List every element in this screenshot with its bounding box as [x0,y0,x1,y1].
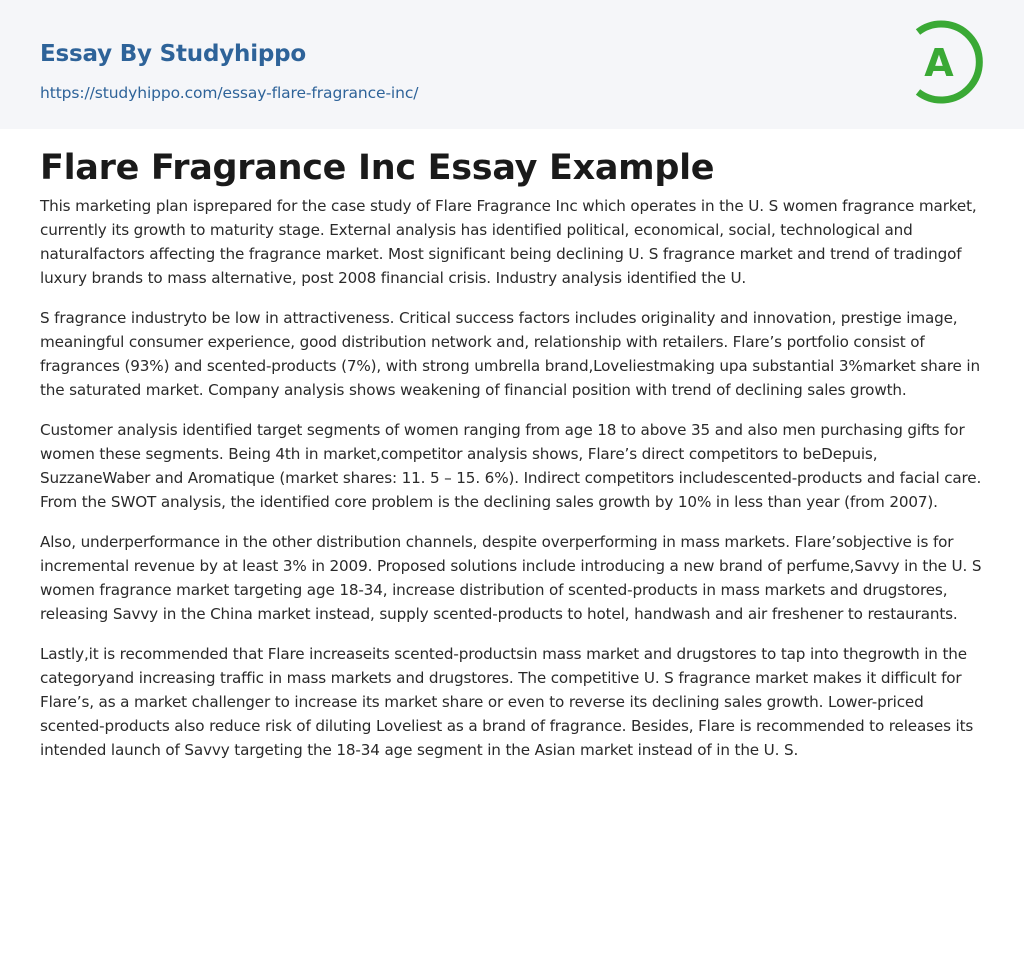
studyhippo-logo[interactable] [908,18,988,106]
source-url-link[interactable]: https://studyhippo.com/essay-flare-fragrance-inc/ [40,84,419,102]
brand-title[interactable]: Essay By Studyhippo [40,41,307,67]
essay-body [40,194,988,778]
essay-paragraph: Also, underperformance in the other distribution channels, despite overperforming in mass markets. Flare’sobjective is for incremental revenue by at least 3% in 2009. Proposed solutions include introducing a new brand of perfume,Savvy in the U. S women fragrance market targeting age 18-34, increase distribution of scented-products in mass markets and drugstores, releasing Savvy in the China market instead, supply scented-products to hotel, handwash and air freshener to restaurants. [40,533,982,623]
logo-icon [908,18,988,106]
essay-paragraph: Customer analysis identified target segments of women ranging from age 18 to above 35 and also men purchasing gifts for women these segments. Being 4th in market,competitor analysis shows, Flare’s direct competitors to beDepuis, SuzzaneWaber and Aromatique (market shares: 11. 5 – 15. 6%). Indirect competitors includescented-products and facial care. From the SWOT analysis, the identified core problem is the declining sales growth by 10% in less than year (from 2007). [40,421,982,511]
page-title: Flare Fragrance Inc Essay Example [40,148,715,188]
essay-paragraph: This marketing plan isprepared for the case study of Flare Fragrance Inc which operates in the U. S women fragrance market, currently its growth to maturity stage. External analysis has identified political, economical, social, technological and naturalfactors affecting the fragrance market. Most significant being declining U. S fragrance market and trend of tradingof luxury brands to mass alternative, post 2008 financial crisis. Industry analysis identified the U. [40,197,977,287]
essay-paragraph: Lastly,it is recommended that Flare increaseits scented-productsin mass market and drugstores to tap into thegrowth in the categoryand increasing traffic in mass markets and drugstores. The competitive U. S fragrance market makes it difficult for Flare’s, as a market challenger to increase its market share or even to reverse its declining sales growth. Lower-priced scented-products also reduce risk of diluting Loveliest as a brand of fragrance. Besides, Flare is recommended to releases its intended launch of Savvy targeting the 18-34 age segment in the Asian market instead of in the U. S. [40,645,974,759]
essay-paragraph: S fragrance industryto be low in attractiveness. Critical success factors includes originality and innovation, prestige image, meaningful consumer experience, good distribution network and, relationship with retailers. Flare’s portfolio consist of fragrances (93%) and scented-products (7%), with strong umbrella brand,Loveliestmaking upa substantial 3%market share in the saturated market. Company analysis shows weakening of financial position with trend of declining sales growth. [40,309,980,399]
logo-letter: A [924,41,954,85]
